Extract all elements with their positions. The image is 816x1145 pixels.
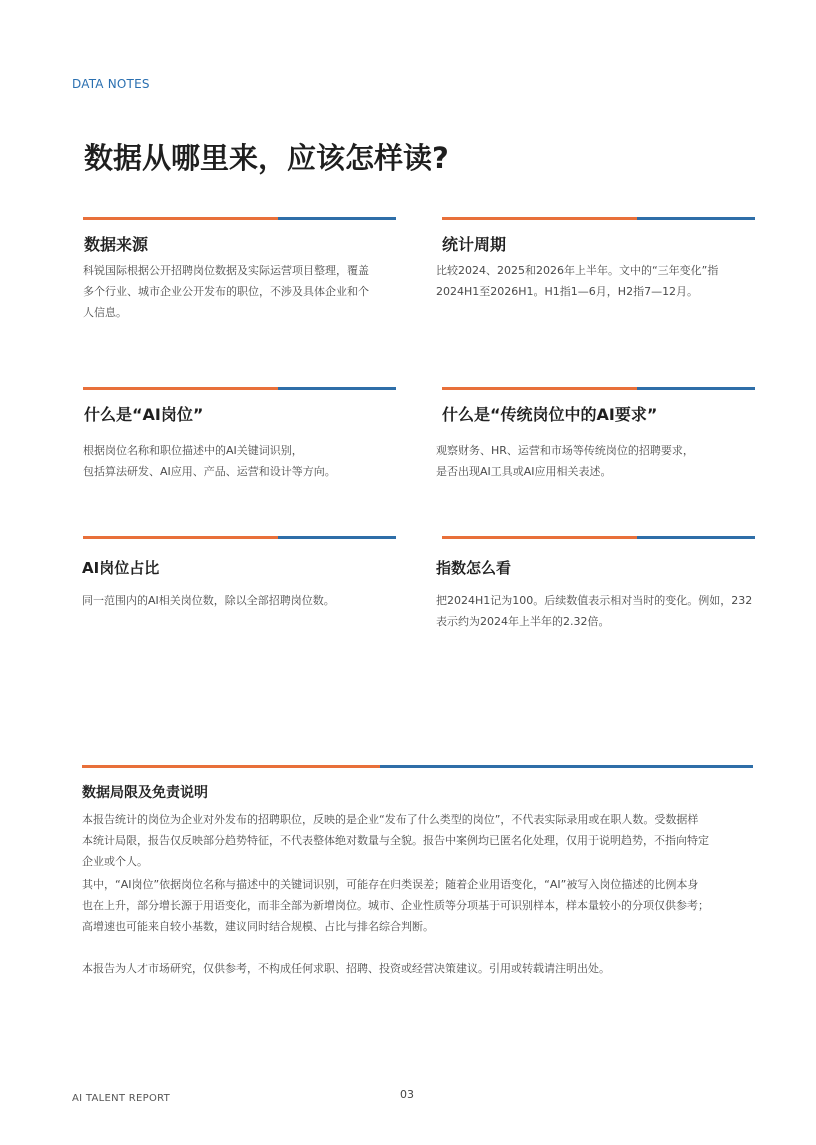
card-heading-ai-share: AI岗位占比: [82, 559, 160, 577]
card-body-index: 把2024H1记为100。后续数值表示相对当时的变化。例如，232 表示约为2024年上半年的2.32倍。: [436, 594, 753, 628]
card-heading-index: 指数怎么看: [436, 559, 512, 577]
card-divider: [442, 536, 755, 539]
card-divider: [83, 536, 396, 539]
disclaimer-paragraph-2: 其中，“AI岗位”依据岗位名称与描述中的关键词识别，可能存在归类误差；随着企业用语变化，“AI”被写入岗位描述的比例本身 也在上升，部分增长源于用语变化，而非全部为新增岗位。城市、企业性质等分项基于可识别样本，样本量较小的分项仅供参考； 高增速也可能来自较小基数，建议同时结合规模、占比与排名综合判断。: [82, 878, 709, 933]
card-body-data-source: 科锐国际根据公开招聘岗位数据及实际运营项目整理，覆盖 多个行业、城市企业公开发布的职位，不涉及具体企业和个 人信息。: [83, 264, 369, 319]
section-tag: DATA NOTES: [72, 77, 150, 91]
card-divider: [83, 217, 396, 220]
card-divider: [83, 387, 396, 390]
card-body-period: 比较2024、2025和2026年上半年。文中的“三年变化”指 2024H1至2026H1。H1指1—6月，H2指7—12月。: [436, 264, 719, 298]
card-heading-traditional-ai: 什么是“传统岗位中的AI要求”: [442, 405, 658, 424]
card-divider: [442, 387, 755, 390]
page-title: 数据从哪里来，应该怎样读?: [84, 141, 449, 175]
card-body-ai-job: 根据岗位名称和职位描述中的AI关键词识别， 包括算法研发、AI应用、产品、运营和设计等方向。: [83, 444, 336, 478]
footer-report-name: AI TALENT REPORT: [72, 1093, 171, 1104]
disclaimer-paragraph-1: 本报告统计的岗位为企业对外发布的招聘职位，反映的是企业“发布了什么类型的岗位”，不代表实际录用或在职人数。受数据样 本统计局限，报告仅反映部分趋势特征，不代表整体绝对数量与全貌。报告中案例均已匿名化处理，仅用于说明趋势，不指向特定 企业或个人。: [82, 813, 709, 868]
card-heading-data-source: 数据来源: [84, 235, 149, 254]
disclaimer-divider: [82, 765, 753, 768]
card-heading-ai-job: 什么是“AI岗位”: [84, 405, 204, 424]
card-body-traditional-ai: 观察财务、HR、运营和市场等传统岗位的招聘要求， 是否出现AI工具或AI应用相关表述。: [436, 444, 694, 478]
card-divider: [442, 217, 755, 220]
disclaimer-paragraph-3: 本报告为人才市场研究，仅供参考，不构成任何求职、招聘、投资或经营决策建议。引用或转载请注明出处。: [82, 962, 610, 975]
page-number: 03: [400, 1088, 414, 1101]
card-heading-period: 统计周期: [442, 235, 507, 254]
disclaimer-heading: 数据局限及免责说明: [82, 785, 208, 801]
card-body-ai-share: 同一范围内的AI相关岗位数，除以全部招聘岗位数。: [82, 594, 335, 607]
